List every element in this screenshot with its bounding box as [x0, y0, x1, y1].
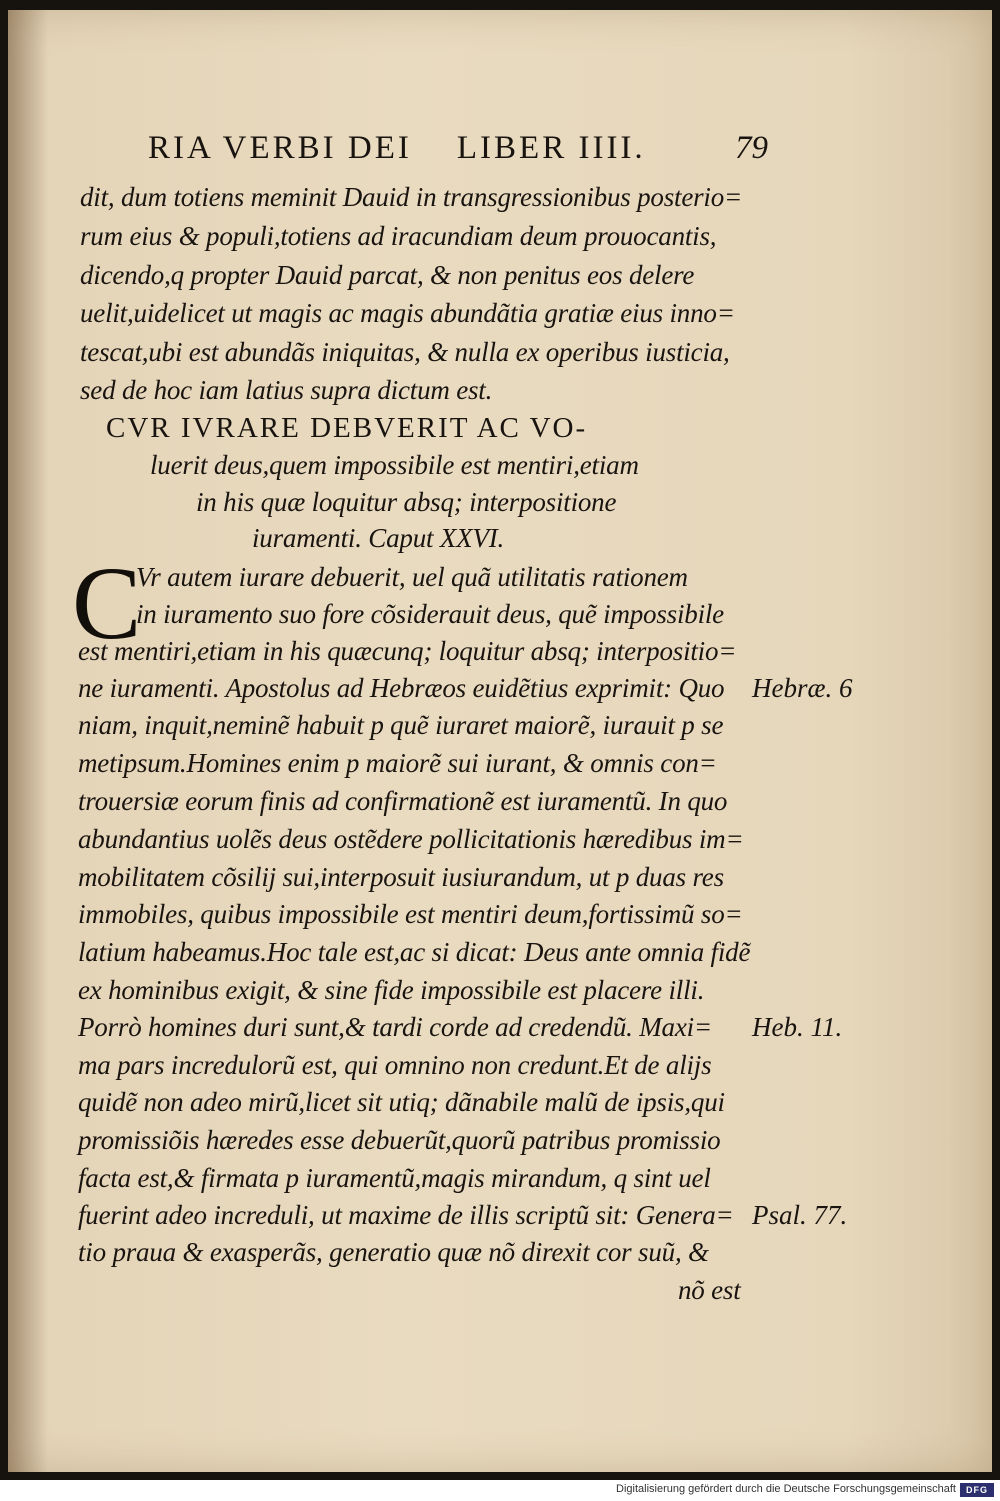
dfg-logo: DFG: [960, 1483, 994, 1497]
running-header: [148, 130, 768, 167]
text-line: trouersiæ eorum finis ad confirmationẽ est iuramentũ. In quo: [78, 786, 728, 816]
text-line: fuerint adeo increduli, ut maxime de illis scriptũ sit: Genera=: [78, 1200, 734, 1230]
text-line: mobilitatem cõsilij sui,interposuit iusiurandum, ut p duas res: [78, 862, 724, 892]
chapter-heading-line: in his quæ loquitur absq; interpositione: [196, 487, 617, 517]
marginal-note: Hebræ. 6: [752, 673, 853, 703]
text-line: ne iuramenti. Apostolus ad Hebræos euidẽtius exprimit: Quo: [78, 673, 725, 703]
text-line: latium habeamus.Hoc tale est,ac si dicat: Deus ante omnia fidẽ: [78, 937, 751, 967]
text-line: est mentiri,etiam in his quæcunq; loquitur absq; interpositio=: [78, 636, 737, 666]
text-line: tescat,ubi est abundãs iniquitas, & nulla ex operibus iusticia,: [80, 337, 730, 367]
footer-bar: [0, 1480, 1000, 1501]
catchword: nõ est: [678, 1275, 741, 1305]
page-number: 79: [735, 130, 768, 166]
chapter-heading-caput: iuramenti. Caput XXVI.: [252, 523, 505, 553]
text-line: rum eius & populi,totiens ad iracundiam deum prouocantis,: [80, 221, 717, 251]
text-line: dit, dum totiens meminit Dauid in transgressionibus posterio=: [80, 182, 743, 212]
funding-notice: Digitalisierung gefördert durch die Deutsche Forschungsgemeinschaft: [616, 1483, 956, 1495]
text-line: quidẽ non adeo mirũ,licet sit utiq; dãnabile malũ de ipsis,qui: [78, 1087, 725, 1117]
drop-capital: C: [72, 546, 142, 661]
text-line: metipsum.Homines enim p maiorẽ sui iurant, & omnis con=: [78, 748, 717, 778]
running-title: RIA VERBI DEI LIBER IIII.: [148, 130, 646, 166]
text-line: in iuramento suo fore cõsiderauit deus, quẽ impossibile: [136, 599, 724, 629]
text-line: tio praua & exasperãs, generatio quæ nõ direxit cor suũ, &: [78, 1237, 709, 1267]
text-line: Porrò homines duri sunt,& tardi corde ad credendũ. Maxi=: [78, 1012, 712, 1042]
chapter-heading-caps: CVR IVRARE DEBVERIT AC VO-: [106, 412, 588, 444]
text-line: immobiles, quibus impossibile est mentiri deum,fortissimũ so=: [78, 899, 743, 929]
text-line: dicendo,q propter Dauid parcat, & non penitus eos delere: [80, 260, 695, 290]
text-line: ex hominibus exigit, & sine fide impossibile est placere illi.: [78, 975, 705, 1005]
text-line: Vr autem iurare debuerit, uel quã utilitatis rationem: [136, 562, 688, 592]
chapter-heading-line: luerit deus,quem impossibile est mentiri,etiam: [150, 450, 639, 480]
marginal-note: Heb. 11.: [752, 1012, 843, 1042]
text-line: promissiõis hæredes esse debuerũt,quorũ patribus promissio: [78, 1125, 721, 1155]
marginal-note: Psal. 77.: [752, 1200, 848, 1230]
text-line: sed de hoc iam latius supra dictum est.: [80, 375, 493, 405]
page-gutter-shadow: [8, 10, 48, 1472]
text-line: ma pars incredulorũ est, qui omnino non credunt.Et de alijs: [78, 1050, 712, 1080]
text-line: abundantius uolẽs deus ostẽdere pollicitationis hæredibus im=: [78, 824, 744, 854]
text-line: uelit,uidelicet ut magis ac magis abundãtia gratiæ eius inno=: [80, 298, 735, 328]
text-line: niam, inquit,neminẽ habuit p quẽ iuraret maiorẽ, iurauit p se: [78, 710, 724, 740]
text-line: facta est,& firmata p iuramentũ,magis mirandum, q sint uel: [78, 1163, 711, 1193]
